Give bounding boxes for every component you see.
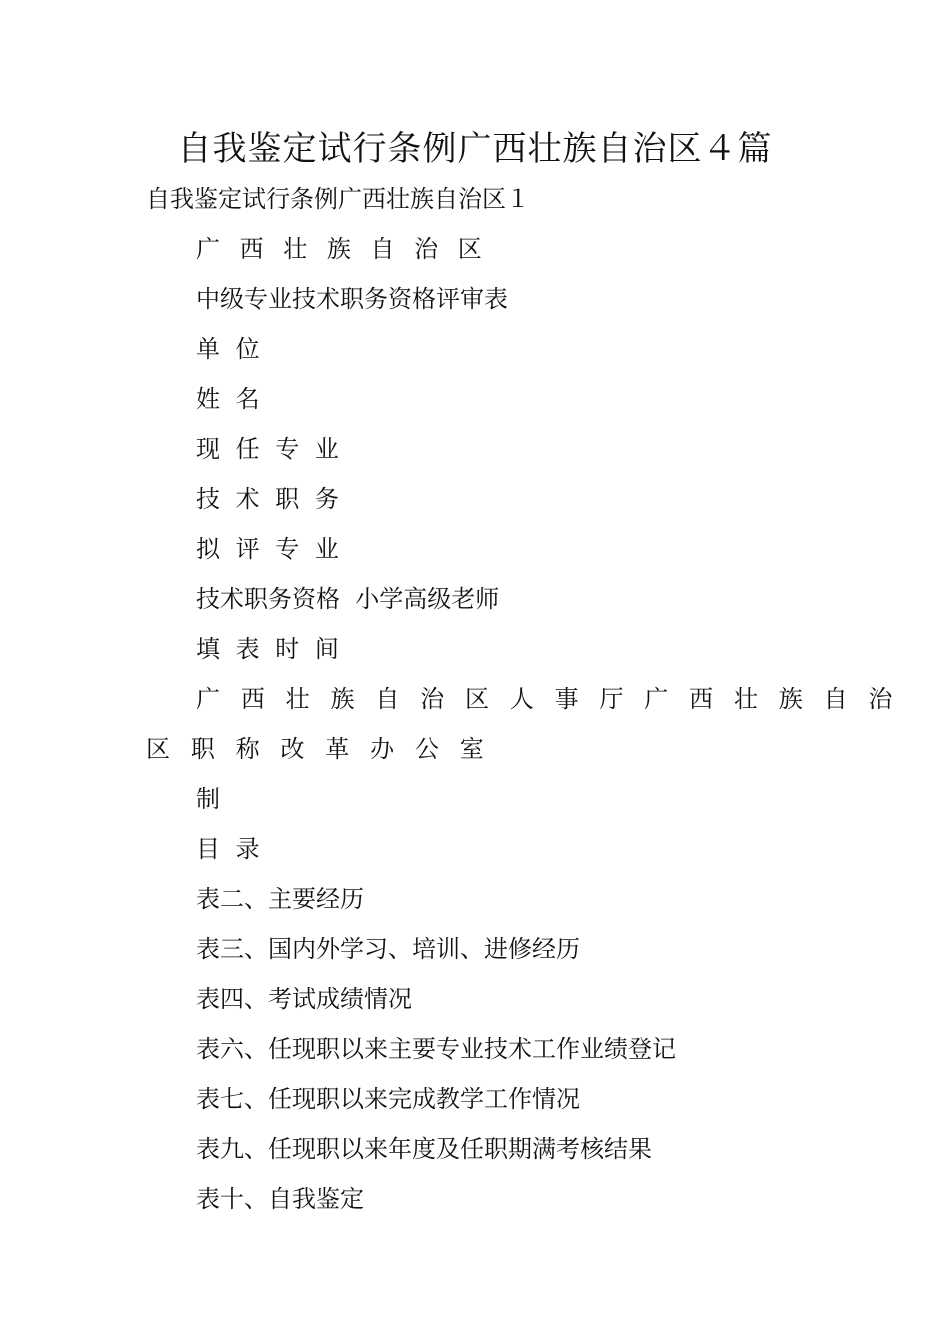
- form-name-line: 中级专业技术职务资格评审表: [196, 285, 508, 313]
- document-subtitle: 自我鉴定试行条例广西壮族自治区１: [146, 185, 530, 213]
- document-title: 自我鉴定试行条例广西壮族自治区４篇: [177, 129, 773, 169]
- toc-item: 表十、自我鉴定: [196, 1185, 364, 1213]
- field-proposed-major-line: 拟 评 专 业: [196, 535, 343, 563]
- toc-item: 表二、主要经历: [196, 885, 364, 913]
- field-unit-line: 单 位: [196, 335, 264, 363]
- issuer-suffix-line: 制: [196, 785, 220, 813]
- field-current-major-line: 现 任 专 业: [196, 435, 343, 463]
- toc-item: 表六、任现职以来主要专业技术工作业绩登记: [196, 1035, 676, 1063]
- issuer-line-2: 区 职 称 改 革 办 公 室: [146, 735, 491, 763]
- toc-heading: 目 录: [196, 835, 264, 863]
- toc-item: 表四、考试成绩情况: [196, 985, 412, 1013]
- field-qualification-line: 技术职务资格 小学高级老师: [196, 585, 500, 613]
- field-fill-date-line: 填 表 时 间: [196, 635, 343, 663]
- field-name-line: 姓 名: [196, 385, 264, 413]
- region-name-line: 广 西 壮 族 自 治 区: [196, 235, 488, 263]
- toc-item: 表七、任现职以来完成教学工作情况: [196, 1085, 580, 1113]
- field-tech-position-line: 技 术 职 务: [196, 485, 343, 513]
- issuer-line-1: 广 西 壮 族 自 治 区 人 事 厅 广 西 壮 族 自 治: [196, 685, 900, 713]
- toc-item: 表三、国内外学习、培训、进修经历: [196, 935, 580, 963]
- toc-item: 表九、任现职以来年度及任职期满考核结果: [196, 1135, 652, 1163]
